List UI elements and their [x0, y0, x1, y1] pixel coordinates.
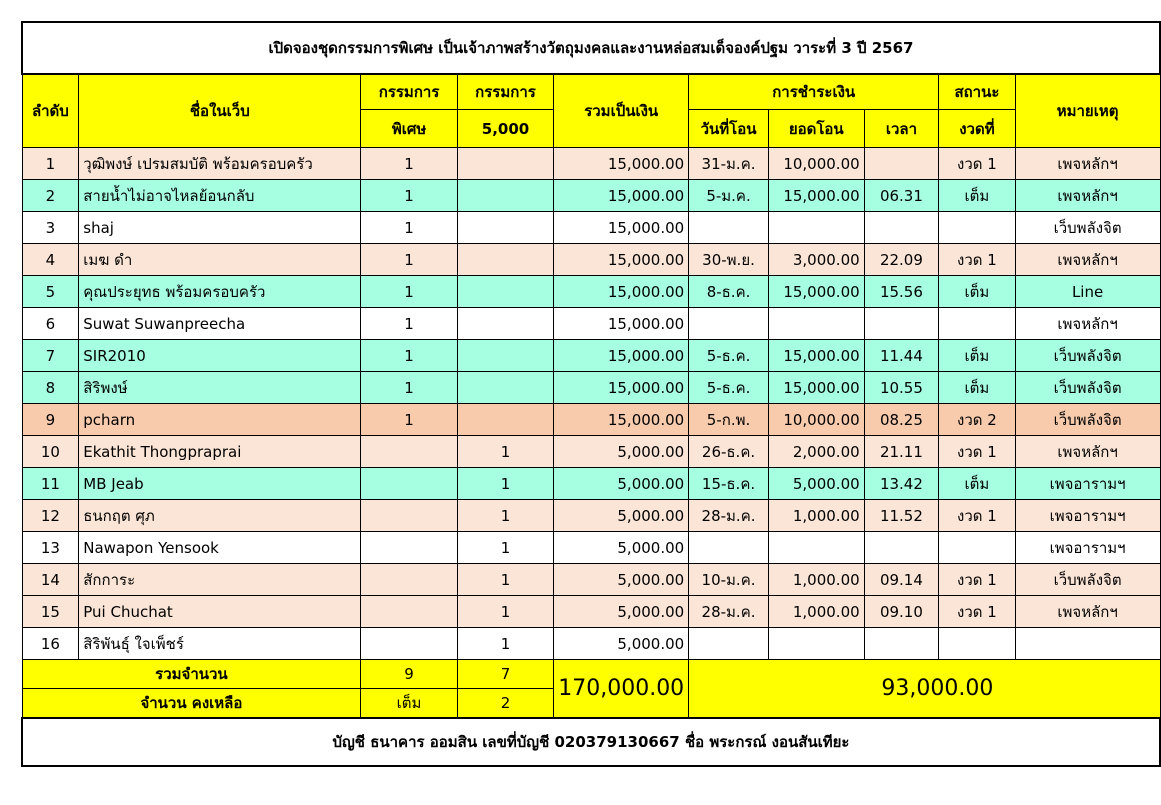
table-row	[22, 340, 1160, 372]
cell-5000	[457, 180, 553, 212]
cell-status: งวด 1	[939, 500, 1016, 532]
cell-special: 1	[361, 212, 457, 244]
table-row	[22, 372, 1160, 404]
cell-total: 5,000.00	[554, 532, 689, 564]
cell-time: 13.42	[864, 468, 939, 500]
cell-note: เว็บพลังจิต	[1015, 372, 1160, 404]
bank-account-info: บัญชี ธนาคาร ออมสิน เลขที่บัญชี 020379130667 ชื่อ พระกรณ์ งอนสันเทียะ	[22, 718, 1160, 766]
cell-name: SIR2010	[79, 340, 361, 372]
header-special-bottom: พิเศษ	[361, 110, 457, 148]
cell-special: 1	[361, 372, 457, 404]
cell-special: 1	[361, 308, 457, 340]
cell-5000: 1	[457, 436, 553, 468]
cell-note: เว็บพลังจิต	[1015, 564, 1160, 596]
cell-note: เพจอารามฯ	[1015, 468, 1160, 500]
table-row	[22, 404, 1160, 436]
c5000-count: 7	[457, 660, 553, 689]
title-row	[22, 22, 1160, 74]
cell-no: 8	[22, 372, 79, 404]
cell-total: 5,000.00	[554, 628, 689, 660]
cell-name: pcharn	[79, 404, 361, 436]
footer-row	[22, 718, 1160, 766]
cell-time: 08.25	[864, 404, 939, 436]
cell-status: งวด 1	[939, 244, 1016, 276]
cell-amount: 15,000.00	[768, 340, 864, 372]
cell-5000	[457, 308, 553, 340]
cell-note: เพจหลักฯ	[1015, 596, 1160, 628]
table-row	[22, 564, 1160, 596]
cell-status: งวด 1	[939, 148, 1016, 180]
table-row	[22, 628, 1160, 660]
cell-total: 5,000.00	[554, 468, 689, 500]
cell-note: เว็บพลังจิต	[1015, 212, 1160, 244]
c5000-remain: 2	[457, 689, 553, 719]
cell-date: 5-ม.ค.	[689, 180, 769, 212]
cell-note: เพจหลักฯ	[1015, 436, 1160, 468]
cell-name: ธนกฤต ศุภ	[79, 500, 361, 532]
cell-special	[361, 500, 457, 532]
cell-special	[361, 532, 457, 564]
header-date: วันที่โอน	[689, 110, 769, 148]
cell-date: 31-ม.ค.	[689, 148, 769, 180]
header-time: เวลา	[864, 110, 939, 148]
cell-special: 1	[361, 404, 457, 436]
header-no: ลำดับ	[22, 74, 79, 148]
cell-no: 2	[22, 180, 79, 212]
cell-5000: 1	[457, 596, 553, 628]
cell-status: เต็ม	[939, 468, 1016, 500]
cell-total: 15,000.00	[554, 148, 689, 180]
header-5000-bottom: 5,000	[457, 110, 553, 148]
special-count: 9	[361, 660, 457, 689]
cell-total: 5,000.00	[554, 564, 689, 596]
cell-date: 8-ธ.ค.	[689, 276, 769, 308]
cell-time: 09.14	[864, 564, 939, 596]
cell-5000	[457, 148, 553, 180]
cell-time: 11.44	[864, 340, 939, 372]
cell-no: 14	[22, 564, 79, 596]
cell-time	[864, 308, 939, 340]
header-note: หมายเหตุ	[1015, 74, 1160, 148]
cell-5000	[457, 372, 553, 404]
page-title: เปิดจองชุดกรรมการพิเศษ เป็นเจ้าภาพสร้างวัตถุมงคลและงานหล่อสมเด็จองค์ปฐม วาระที่ 3 ปี 2567	[22, 22, 1160, 74]
header-name: ชื่อในเว็บ	[79, 74, 361, 148]
cell-status	[939, 212, 1016, 244]
cell-total: 5,000.00	[554, 500, 689, 532]
cell-special	[361, 564, 457, 596]
table-row	[22, 532, 1160, 564]
cell-5000: 1	[457, 468, 553, 500]
cell-status: เต็ม	[939, 180, 1016, 212]
cell-total: 15,000.00	[554, 404, 689, 436]
cell-time	[864, 532, 939, 564]
cell-status: งวด 1	[939, 564, 1016, 596]
cell-name: shaj	[79, 212, 361, 244]
cell-note: เพจอารามฯ	[1015, 500, 1160, 532]
grand-total: 170,000.00	[554, 660, 689, 719]
cell-5000: 1	[457, 532, 553, 564]
cell-no: 5	[22, 276, 79, 308]
cell-note	[1015, 628, 1160, 660]
cell-note: Line	[1015, 276, 1160, 308]
cell-no: 11	[22, 468, 79, 500]
cell-date	[689, 212, 769, 244]
cell-name: สายน้ำไม่อาจไหลย้อนกลับ	[79, 180, 361, 212]
cell-date: 10-ม.ค.	[689, 564, 769, 596]
cell-time: 06.31	[864, 180, 939, 212]
cell-total: 5,000.00	[554, 436, 689, 468]
cell-5000: 1	[457, 628, 553, 660]
cell-date: 5-ธ.ค.	[689, 340, 769, 372]
cell-amount	[768, 212, 864, 244]
cell-name: เมฆ ดำ	[79, 244, 361, 276]
cell-date	[689, 308, 769, 340]
cell-time: 22.09	[864, 244, 939, 276]
header-5000-top: กรรมการ	[457, 74, 553, 110]
cell-note: เพจหลักฯ	[1015, 308, 1160, 340]
cell-special: 1	[361, 276, 457, 308]
cell-time	[864, 628, 939, 660]
header-total: รวมเป็นเงิน	[554, 74, 689, 148]
cell-special	[361, 468, 457, 500]
cell-note: เว็บพลังจิต	[1015, 340, 1160, 372]
table-row	[22, 436, 1160, 468]
cell-name: Ekathit Thongpraprai	[79, 436, 361, 468]
cell-no: 4	[22, 244, 79, 276]
cell-name: Pui Chuchat	[79, 596, 361, 628]
cell-no: 13	[22, 532, 79, 564]
cell-no: 1	[22, 148, 79, 180]
cell-amount: 1,000.00	[768, 500, 864, 532]
cell-date: 28-ม.ค.	[689, 596, 769, 628]
cell-no: 16	[22, 628, 79, 660]
cell-total: 5,000.00	[554, 596, 689, 628]
paid-total: 93,000.00	[689, 660, 1160, 719]
cell-no: 10	[22, 436, 79, 468]
cell-amount: 10,000.00	[768, 148, 864, 180]
cell-name: สักการะ	[79, 564, 361, 596]
cell-amount: 15,000.00	[768, 180, 864, 212]
cell-amount	[768, 628, 864, 660]
cell-time: 21.11	[864, 436, 939, 468]
donation-table	[21, 21, 1161, 767]
table-row	[22, 500, 1160, 532]
cell-date	[689, 532, 769, 564]
cell-special: 1	[361, 148, 457, 180]
cell-amount	[768, 532, 864, 564]
table-row	[22, 212, 1160, 244]
cell-time: 10.55	[864, 372, 939, 404]
cell-status	[939, 628, 1016, 660]
cell-status	[939, 308, 1016, 340]
cell-amount: 10,000.00	[768, 404, 864, 436]
cell-date: 5-ธ.ค.	[689, 372, 769, 404]
cell-amount: 5,000.00	[768, 468, 864, 500]
cell-note: เพจหลักฯ	[1015, 244, 1160, 276]
header-payment: การชำระเงิน	[689, 74, 939, 110]
cell-special	[361, 596, 457, 628]
cell-total: 15,000.00	[554, 244, 689, 276]
cell-name: Nawapon Yensook	[79, 532, 361, 564]
cell-special: 1	[361, 244, 457, 276]
cell-note: เว็บพลังจิต	[1015, 404, 1160, 436]
cell-name: MB Jeab	[79, 468, 361, 500]
cell-no: 9	[22, 404, 79, 436]
cell-total: 15,000.00	[554, 212, 689, 244]
cell-status	[939, 532, 1016, 564]
cell-name: คุณประยุทธ พร้อมครอบครัว	[79, 276, 361, 308]
cell-status: เต็ม	[939, 276, 1016, 308]
cell-date	[689, 628, 769, 660]
table-body	[22, 22, 1160, 766]
cell-special: 1	[361, 180, 457, 212]
cell-time: 11.52	[864, 500, 939, 532]
cell-time: 09.10	[864, 596, 939, 628]
header-special-top: กรรมการ	[361, 74, 457, 110]
cell-amount: 2,000.00	[768, 436, 864, 468]
cell-special	[361, 628, 457, 660]
cell-date: 26-ธ.ค.	[689, 436, 769, 468]
table-row	[22, 244, 1160, 276]
cell-note: เพจหลักฯ	[1015, 148, 1160, 180]
cell-amount: 3,000.00	[768, 244, 864, 276]
cell-time: 15.56	[864, 276, 939, 308]
table-row	[22, 276, 1160, 308]
table-row	[22, 180, 1160, 212]
cell-status: งวด 2	[939, 404, 1016, 436]
cell-total: 15,000.00	[554, 372, 689, 404]
special-remain: เต็ม	[361, 689, 457, 719]
cell-no: 7	[22, 340, 79, 372]
cell-no: 3	[22, 212, 79, 244]
cell-note: เพจอารามฯ	[1015, 532, 1160, 564]
cell-amount	[768, 308, 864, 340]
cell-5000	[457, 340, 553, 372]
cell-5000	[457, 212, 553, 244]
header-row-1	[22, 74, 1160, 110]
cell-date: 30-พ.ย.	[689, 244, 769, 276]
table-row	[22, 308, 1160, 340]
cell-special	[361, 436, 457, 468]
cell-5000: 1	[457, 500, 553, 532]
table-row	[22, 596, 1160, 628]
cell-name: สิริพงษ์	[79, 372, 361, 404]
cell-5000	[457, 276, 553, 308]
totals-row-1	[22, 660, 1160, 689]
cell-amount: 15,000.00	[768, 372, 864, 404]
cell-note: เพจหลักฯ	[1015, 180, 1160, 212]
cell-status: งวด 1	[939, 596, 1016, 628]
cell-date: 15-ธ.ค.	[689, 468, 769, 500]
cell-no: 12	[22, 500, 79, 532]
cell-name: วุฒิพงษ์ เปรมสมบัติ พร้อมครอบครัว	[79, 148, 361, 180]
cell-5000: 1	[457, 564, 553, 596]
table-row	[22, 468, 1160, 500]
cell-total: 15,000.00	[554, 340, 689, 372]
table-row	[22, 148, 1160, 180]
cell-status: งวด 1	[939, 436, 1016, 468]
cell-total: 15,000.00	[554, 308, 689, 340]
cell-special: 1	[361, 340, 457, 372]
header-status-top: สถานะ	[939, 74, 1016, 110]
header-amount: ยอดโอน	[768, 110, 864, 148]
cell-date: 5-ก.พ.	[689, 404, 769, 436]
cell-name: Suwat Suwanpreecha	[79, 308, 361, 340]
cell-status: เต็ม	[939, 372, 1016, 404]
cell-time	[864, 148, 939, 180]
header-status-bottom: งวดที่	[939, 110, 1016, 148]
cell-no: 15	[22, 596, 79, 628]
cell-amount: 15,000.00	[768, 276, 864, 308]
cell-name: สิริพันธุ์ ใจเพ็ชร์	[79, 628, 361, 660]
cell-5000	[457, 244, 553, 276]
cell-status: เต็ม	[939, 340, 1016, 372]
cell-total: 15,000.00	[554, 276, 689, 308]
cell-no: 6	[22, 308, 79, 340]
cell-5000	[457, 404, 553, 436]
cell-amount: 1,000.00	[768, 596, 864, 628]
cell-total: 15,000.00	[554, 180, 689, 212]
cell-date: 28-ม.ค.	[689, 500, 769, 532]
cell-time	[864, 212, 939, 244]
cell-amount: 1,000.00	[768, 564, 864, 596]
remain-label: จำนวน คงเหลือ	[22, 689, 361, 719]
sum-label: รวมจำนวน	[22, 660, 361, 689]
